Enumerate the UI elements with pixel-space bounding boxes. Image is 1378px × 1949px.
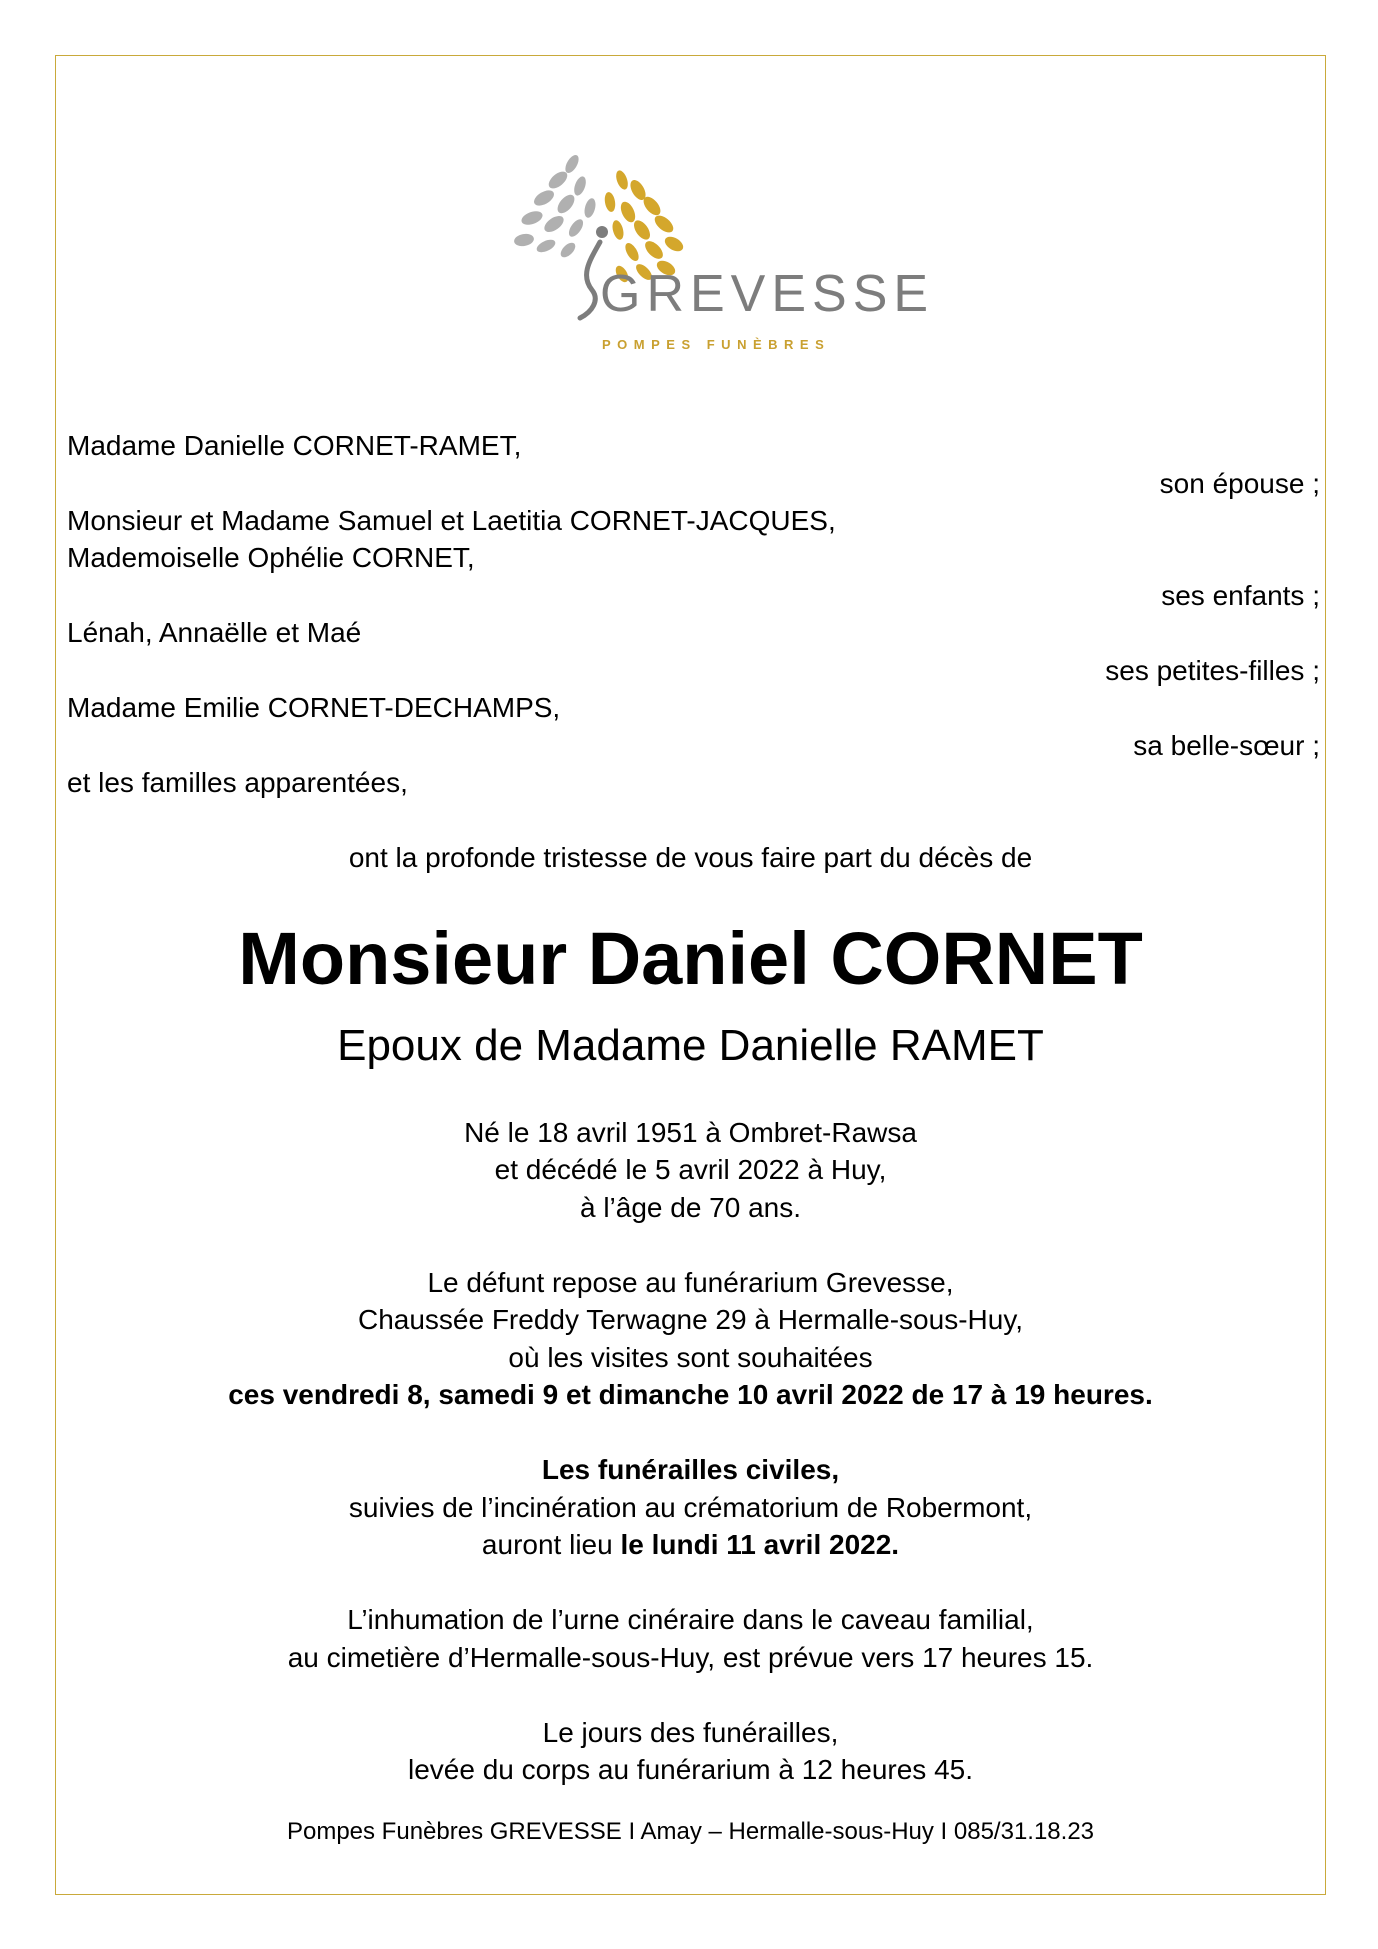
family-children-name-2: Mademoiselle Ophélie CORNET, <box>67 542 475 573</box>
logo-tagline: POMPES FUNÈBRES <box>602 337 831 352</box>
grevesse-logo <box>510 150 935 365</box>
family-grandchildren-relation: ses petites-filles ; <box>1105 655 1320 686</box>
funeral-line-3 <box>55 1531 1326 1559</box>
family-sister-in-law-relation: sa belle-sœur ; <box>1133 730 1320 761</box>
family-children-relation: ses enfants ; <box>1161 580 1320 611</box>
birth-line: Né le 18 avril 1951 à Ombret-Rawsa <box>464 1117 917 1148</box>
family-children-name-1: Monsieur et Madame Samuel et Laetitia CORNET-JACQUES, <box>67 505 836 536</box>
day-of-line-2: levée du corps au funérarium à 12 heures 45. <box>407 1754 974 1785</box>
visits-line-2: Chaussée Freddy Terwagne 29 à Hermalle-sous-Huy, <box>357 1304 1024 1335</box>
family-spouse-name: Madame Danielle CORNET-RAMET, <box>67 430 522 461</box>
footer-contact: Pompes Funèbres GREVESSE I Amay – Hermalle-sous-Huy I 085/31.18.23 <box>286 1818 1095 1845</box>
visits-line-3: où les visites sont souhaitées <box>508 1342 873 1373</box>
death-line: et décédé le 5 avril 2022 à Huy, <box>494 1154 887 1185</box>
funeral-line-3-prefix: auront lieu <box>481 1529 621 1560</box>
funeral-date: le lundi 11 avril 2022. <box>620 1529 900 1560</box>
family-relatives: et les familles apparentées, <box>67 767 408 798</box>
funeral-title: Les funérailles civiles, <box>541 1454 840 1485</box>
family-grandchildren-name: Lénah, Annaëlle et Maé <box>67 617 362 648</box>
tree-icon <box>510 150 880 365</box>
deceased-spouse: Epoux de Madame Danielle RAMET <box>337 1021 1044 1070</box>
visits-line-1: Le défunt repose au funérarium Grevesse, <box>427 1267 954 1298</box>
funeral-line-2: suivies de l’incinération au crématorium de Robermont, <box>348 1492 1033 1523</box>
burial-line-1: L’inhumation de l’urne cinéraire dans le caveau familial, <box>347 1604 1034 1635</box>
announcement-intro: ont la profonde tristesse de vous faire part du décès de <box>348 842 1033 873</box>
logo-brand-name: GREVESSE <box>600 265 935 323</box>
family-sister-in-law-name: Madame Emilie CORNET-DECHAMPS, <box>67 692 561 723</box>
age-line: à l’âge de 70 ans. <box>579 1192 802 1223</box>
visits-schedule: ces vendredi 8, samedi 9 et dimanche 10 avril 2022 de 17 à 19 heures. <box>228 1379 1153 1410</box>
deceased-name: Monsieur Daniel CORNET <box>238 917 1143 1000</box>
burial-line-2: au cimetière d’Hermalle-sous-Huy, est prévue vers 17 heures 15. <box>287 1642 1094 1673</box>
day-of-line-1: Le jours des funérailles, <box>542 1717 839 1748</box>
family-spouse-relation: son épouse ; <box>1159 468 1320 499</box>
